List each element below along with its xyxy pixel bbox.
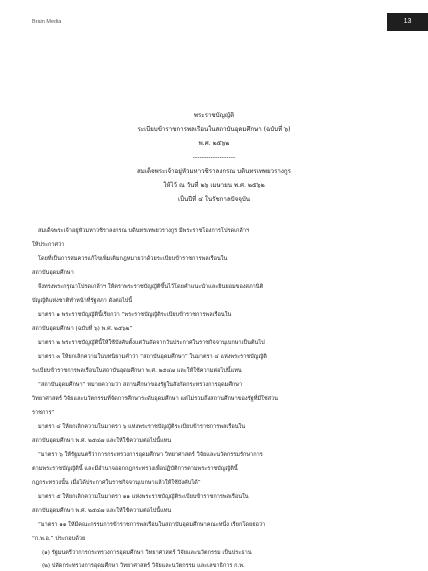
act-subtitle: ระเบียบข้าราชการพลเรือนในสถาบันอุดมศึกษา (ฉบับที่ ๖) <box>137 126 291 133</box>
paragraph-line: สถาบันอุดมศึกษา (ฉบับที่ ๖) พ.ศ. ๒๕๖๒” <box>32 326 133 332</box>
paragraph-line: มาตรา ๒ พระราชบัญญัตินี้ให้ใช้บังคับตั้งแต่วันถัดจากวันประกาศในราชกิจจานุเบกษาเป็นต้นไป <box>38 340 265 346</box>
list-item: (๑) รัฐมนตรีว่าการกระทรวงการอุดมศึกษา วิทยาศาสตร์ วิจัยและนวัตกรรม เป็นประธาน <box>42 550 252 556</box>
paragraph-line: จึงทรงพระกรุณาโปรดเกล้าฯ ให้ตราพระราชบัญญัติขึ้นไว้โดยคำแนะนำและยินยอมของสภานิติ <box>38 284 264 290</box>
paragraph-line: “ก.พ.อ.” ประกอบด้วย <box>32 536 86 542</box>
reign-year: เป็นปีที่ ๔ ในรัชกาลปัจจุบัน <box>177 196 251 203</box>
paragraph-line: มาตรา ๔ ให้ยกเลิกความในมาตรา ๖ แห่งพระราชบัญญัติระเบียบข้าราชการพลเรือนใน <box>38 424 246 430</box>
paragraph-line: กฎกระทรวงนั้น เมื่อได้ประกาศในราชกิจจานุเบกษาแล้วให้ใช้บังคับได้” <box>32 480 201 486</box>
paragraph-line: ระเบียบข้าราชการพลเรือนในสถาบันอุดมศึกษา พ.ศ. ๒๕๔๗ และให้ใช้ความต่อไปนี้แทน <box>32 368 242 374</box>
paragraph-line: “มาตรา ๖ ให้รัฐมนตรีว่าการกระทรวงการอุดมศึกษา วิทยาศาสตร์ วิจัยและนวัตกรรมรักษาการ <box>38 452 263 458</box>
paragraph-line: “มาตรา ๑๑ ให้มีคณะกรรมการข้าราชการพลเรือนในสถาบันอุดมศึกษาคณะหนึ่ง เรียกโดยย่อว่า <box>38 522 266 528</box>
paragraph-line: สมเด็จพระเจ้าอยู่หัวมหาวชิราลงกรณ บดินทรเทพยวรางกูร มีพระราชโองการโปรดเกล้าฯ <box>38 228 250 234</box>
paragraph-line: สถาบันอุดมศึกษา <box>32 270 74 276</box>
paragraph-line: มาตรา ๑ พระราชบัญญัตินี้เรียกว่า “พระราชบัญญัติระเบียบข้าราชการพลเรือนใน <box>38 312 232 318</box>
paragraph-line: มาตรา ๓ ให้ยกเลิกความในบทนิยามคำว่า “สถาบันอุดมศึกษา” ในมาตรา ๔ แห่งพระราชบัญญัติ <box>38 354 267 360</box>
page-number: 13 <box>387 13 428 31</box>
paragraph-line: มาตรา ๕ ให้ยกเลิกความในมาตรา ๑๑ แห่งพระราชบัญญัติระเบียบข้าราชการพลเรือนใน <box>38 494 249 500</box>
paragraph-line: ราชการ” <box>32 410 55 416</box>
brand-name: Brain Media <box>32 19 62 25</box>
paragraph-line: สถาบันอุดมศึกษา พ.ศ. ๒๕๔๗ และให้ใช้ความต่อไปนี้แทน <box>32 508 172 514</box>
paragraph-line: ตามพระราชบัญญัตินี้ และมีอำนาจออกกฎกระทรวงเพื่อปฏิบัติการตามพระราชบัญญัตินี้ <box>32 466 238 472</box>
paragraph-line: โดยที่เป็นการสมควรแก้ไขเพิ่มเติมกฎหมายว่าด้วยระเบียบข้าราชการพลเรือนใน <box>38 256 228 262</box>
paragraph-line: “สถาบันอุดมศึกษา” หมายความว่า สถานศึกษาของรัฐในสังกัดกระทรวงการอุดมศึกษา <box>38 382 243 388</box>
paragraph-line: วิทยาศาสตร์ วิจัยและนวัตกรรมที่จัดการศึกษาระดับอุดมศึกษา แต่ไม่รวมถึงสถานศึกษาของรัฐที่มีใช่ส่วน <box>32 396 279 402</box>
act-year: พ.ศ. ๒๕๖๒ <box>198 140 230 147</box>
paragraph-line: ให้ประกาศว่า <box>32 242 65 248</box>
given-date: ให้ไว้ ณ วันที่ ๒๖ เมษายน พ.ศ. ๒๕๖๒ <box>163 182 265 189</box>
list-item: (๒) ปลัดกระทรวงการอุดมศึกษา วิทยาศาสตร์ วิจัยและนวัตกรรม และเลขาธิการ ก.พ. <box>42 563 245 569</box>
divider-dashes: ------------------- <box>192 154 236 161</box>
paragraph-line: บัญญัติแห่งชาติทำหน้าที่รัฐสภา ดังต่อไปนี้ <box>32 298 133 304</box>
act-title: พระราชบัญญัติ <box>193 112 235 119</box>
paragraph-line: สถาบันอุดมศึกษา พ.ศ. ๒๕๔๗ และให้ใช้ความต่อไปนี้แทน <box>32 438 172 444</box>
king-name: สมเด็จพระเจ้าอยู่หัวมหาวชิราลงกรณ บดินทรเทพยวรางกูร <box>137 168 291 175</box>
